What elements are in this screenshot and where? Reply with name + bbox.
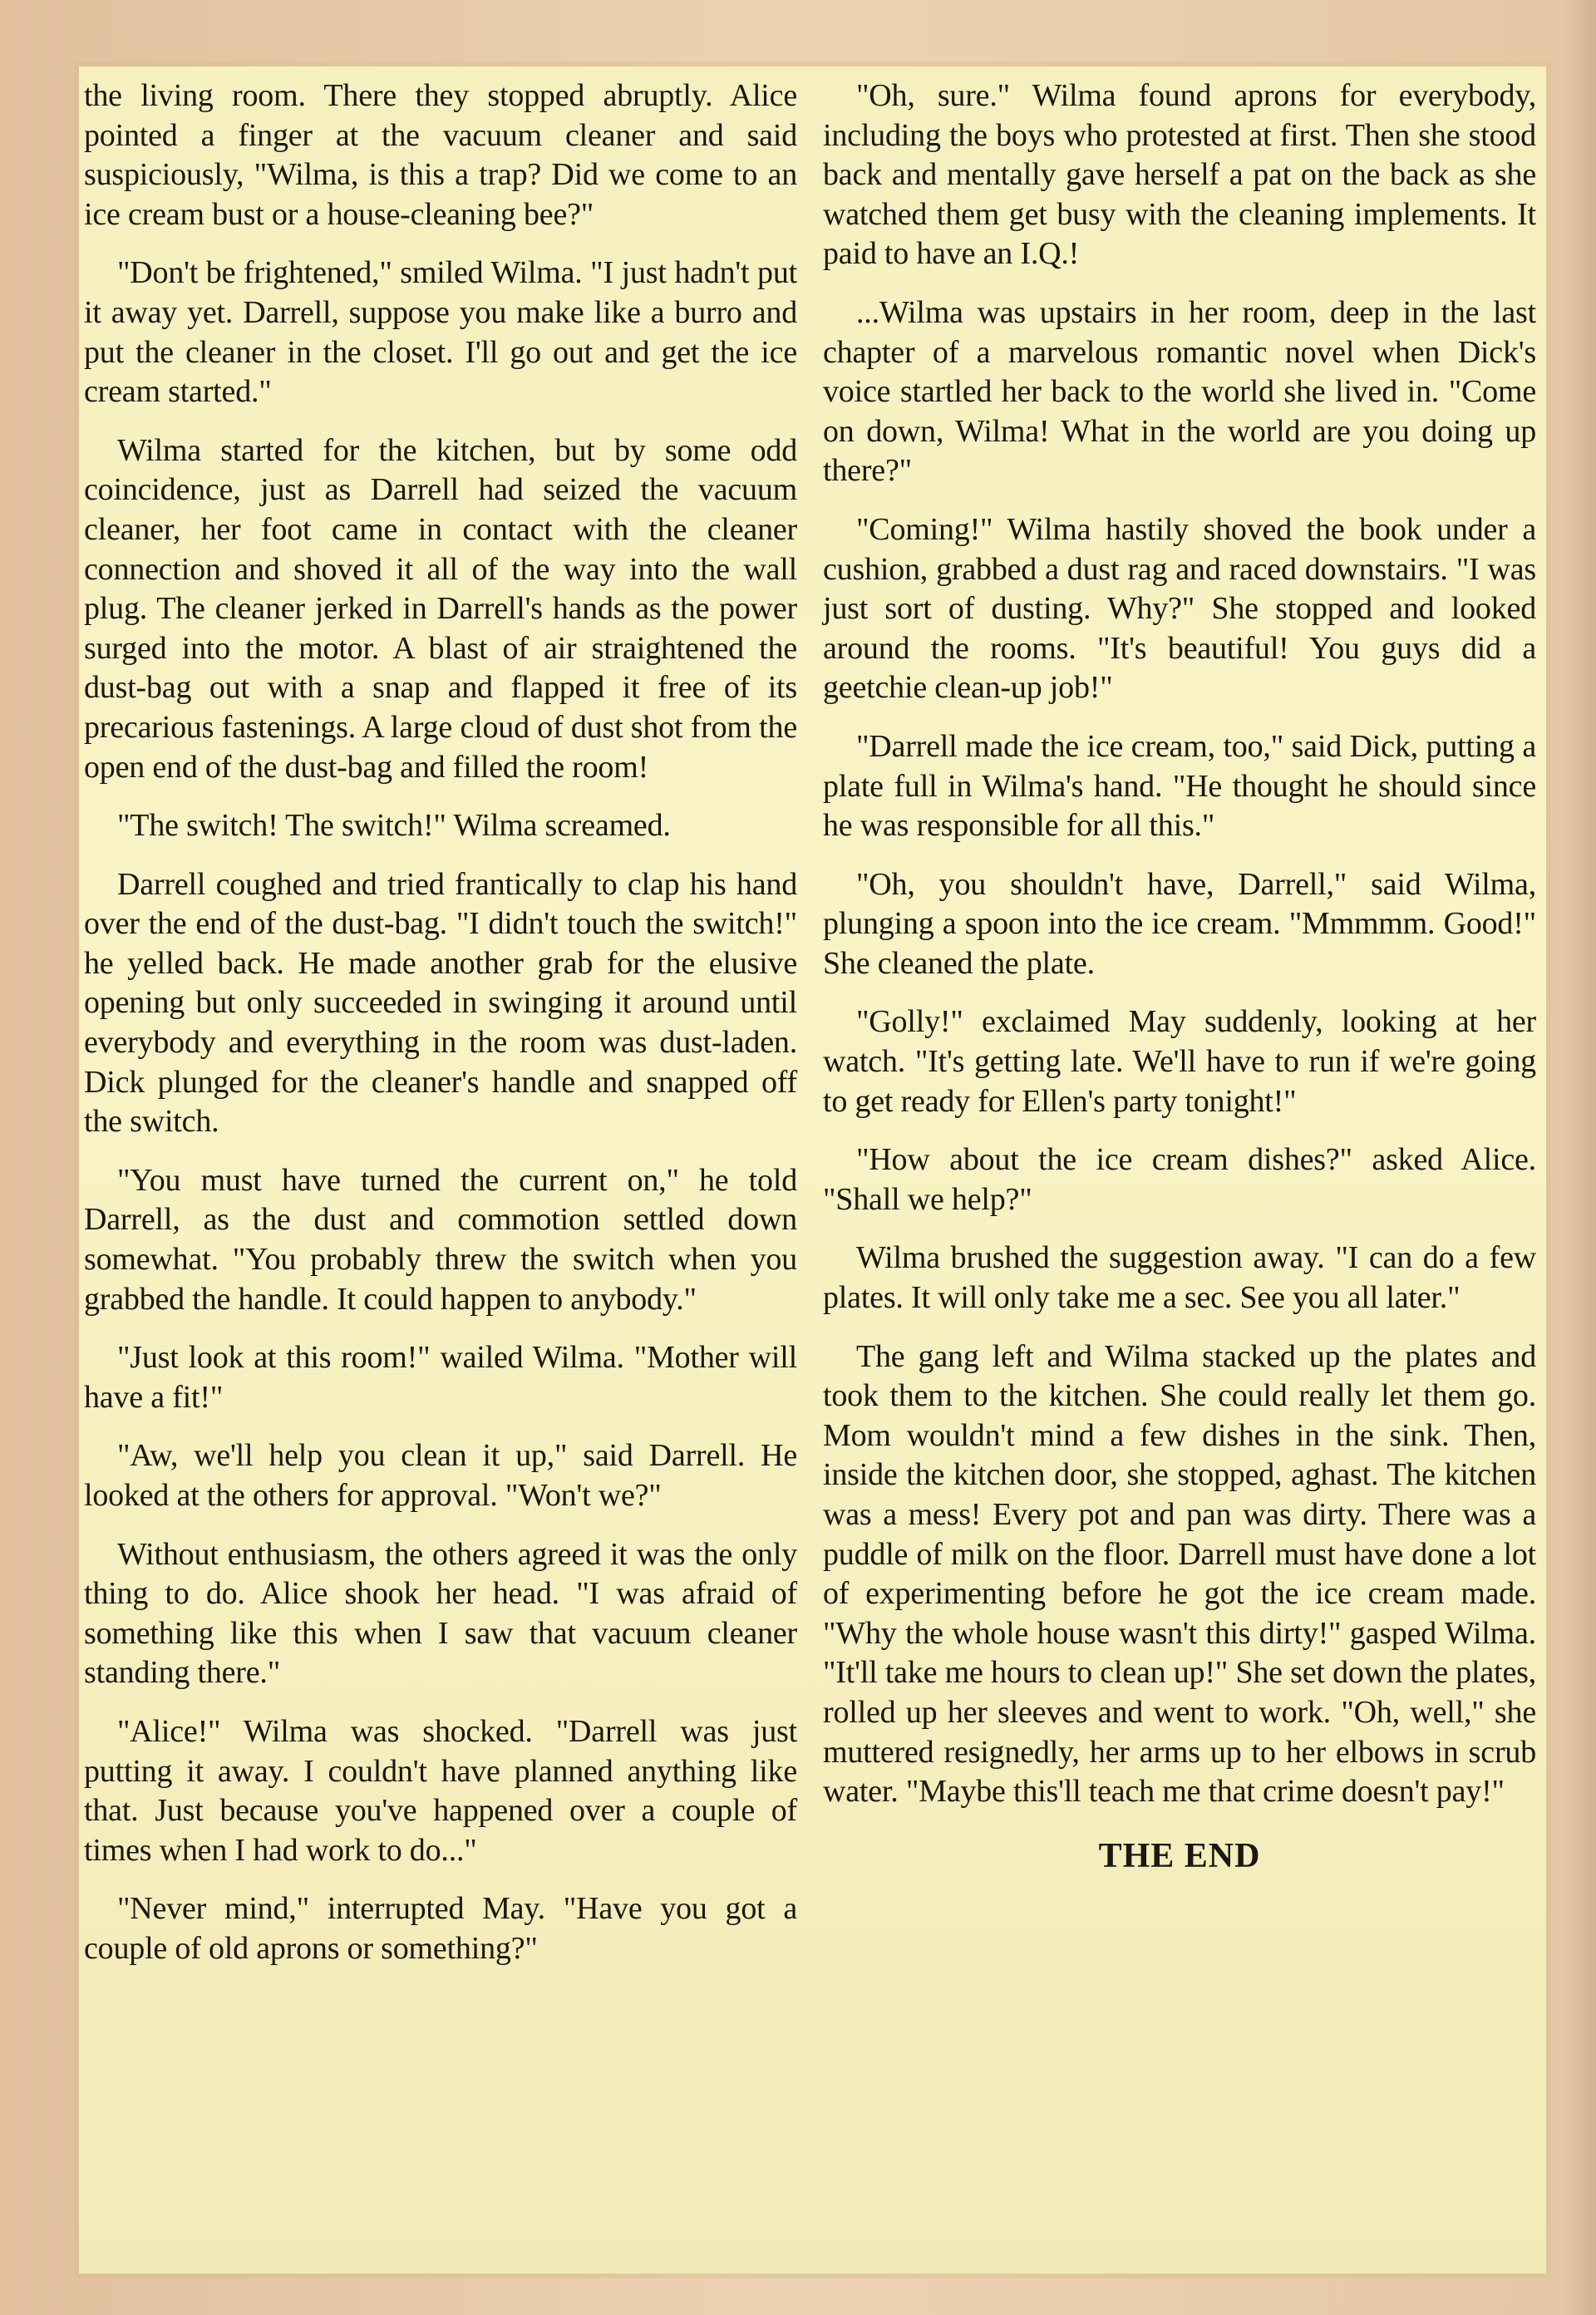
paragraph: "Aw, we'll help you clean it up," said Darrell. He looked at the others for approval. "Won't we?" — [84, 1438, 797, 1513]
paragraph: "Just look at this room!" wailed Wilma. "Mother will have a fit!" — [84, 1340, 797, 1415]
text-panel — [79, 66, 1546, 2273]
left-column — [84, 76, 797, 1988]
paragraph: Without enthusiasm, the others agreed it was the only thing to do. Alice shook her head. "I was afraid of something like this when I saw that vacuum cleaner standing there." — [84, 1536, 797, 1691]
paragraph: "Don't be frightened," smiled Wilma. "I just hadn't put it away yet. Darrell, suppose you make like a burro and put the cleaner in the closet. I'll go out and get the ice cream started." — [84, 255, 797, 410]
paragraph: "Alice!" Wilma was shocked. "Darrell was just putting it away. I couldn't have planned anything like that. Just because you've happened over a couple of times when I had work to do..." — [84, 1713, 797, 1868]
paragraph: "Oh, sure." Wilma found aprons for everybody, including the boys who protested at first. Then she stood back and mentally gave herself a pat on the back as she watched them get busy with the cleaning implements. It paid to have an I.Q.! — [823, 78, 1536, 272]
paragraph: Wilma brushed the suggestion away. "I can do a few plates. It will only take me a sec. See you all later." — [823, 1240, 1536, 1316]
paragraph: "Never mind," interrupted May. "Have you got a couple of old aprons or something?" — [84, 1891, 797, 1966]
paragraph: "Golly!" exclaimed May suddenly, looking at her watch. "It's getting late. We'll have to run if we're going to get ready for Ellen's party tonight!" — [823, 1004, 1536, 1119]
page-edge-shadow — [1563, 0, 1596, 2315]
paragraph: the living room. There they stopped abruptly. Alice pointed a finger at the vacuum cleaner and said suspiciously, "Wilma, is this a trap? Did we come to an ice cream bust or a house-cleaning bee?" — [84, 78, 797, 232]
paragraph: Wilma started for the kitchen, but by some odd coincidence, just as Darrell had seized the vacuum cleaner, her foot came in contact with the cleaner connection and shoved it all of the way into the wall plug. The cleaner jerked in Darrell's hands as the power surged into the motor. A blast of air straightened the dust-bag out with a snap and flapped it free of its precarious fastenings. A large cloud of dust shot from the open end of the dust-bag and filled the room! — [84, 432, 797, 785]
paragraph: Darrell coughed and tried frantically to clap his hand over the end of the dust-bag. "I didn't touch the switch!" he yelled back. He made another grab for the elusive opening but only succeeded in swinging it around until everybody and everything in the room was dust-laden. Dick plunged for the cleaner's handle and snapped off the switch. — [84, 866, 797, 1140]
paragraph: "Coming!" Wilma hastily shoved the book under a cushion, grabbed a dust rag and raced downstairs. "I was just sort of dusting. Why?" She stopped and looked around the rooms. "It's beautiful! You guys did a geetchie clean-up job!" — [823, 511, 1536, 706]
paragraph: ...Wilma was upstairs in her room, deep in the last chapter of a marvelous romantic novel when Dick's voice startled her back to the world she lived in. "Come on down, Wilma! What in the world are you doing up there?" — [823, 294, 1536, 489]
paragraph: "Darrell made the ice cream, too," said Dick, putting a plate full in Wilma's hand. "He thought he should since he was responsible for all this." — [823, 728, 1536, 844]
paragraph: "Oh, you shouldn't have, Darrell," said Wilma, plunging a spoon into the ice cream. "Mmmmm. Good!" She cleaned the plate. — [823, 866, 1536, 981]
right-column — [823, 76, 1536, 1895]
paragraph: "The switch! The switch!" Wilma screamed. — [117, 808, 671, 844]
paragraph: "You must have turned the current on," he told Darrell, as the dust and commotion settled down somewhat. "You probably threw the switch when you grabbed the handle. It could happen to anybody." — [84, 1162, 797, 1317]
the-end-label: THE END — [1098, 1836, 1261, 1875]
paragraph: The gang left and Wilma stacked up the plates and took them to the kitchen. She could really let them go. Mom wouldn't mind a few dishes in the sink. Then, inside the kitchen door, she stopped, aghast. The kitchen was a mess! Every pot and pan was dirty. There was a puddle of milk on the floor. Darrell must have done a lot of experimenting before he got the ice cream made. "Why the whole house wasn't this dirty!" gasped Wilma. "It'll take me hours to clean up!" She set down the plates, rolled up her sleeves and went to work. "Oh, well," she muttered resignedly, her arms up to her elbows in scrub water. "Maybe this'll teach me that crime doesn't pay!" — [823, 1338, 1536, 1810]
paragraph: "How about the ice cream dishes?" asked Alice. "Shall we help?" — [823, 1142, 1536, 1217]
